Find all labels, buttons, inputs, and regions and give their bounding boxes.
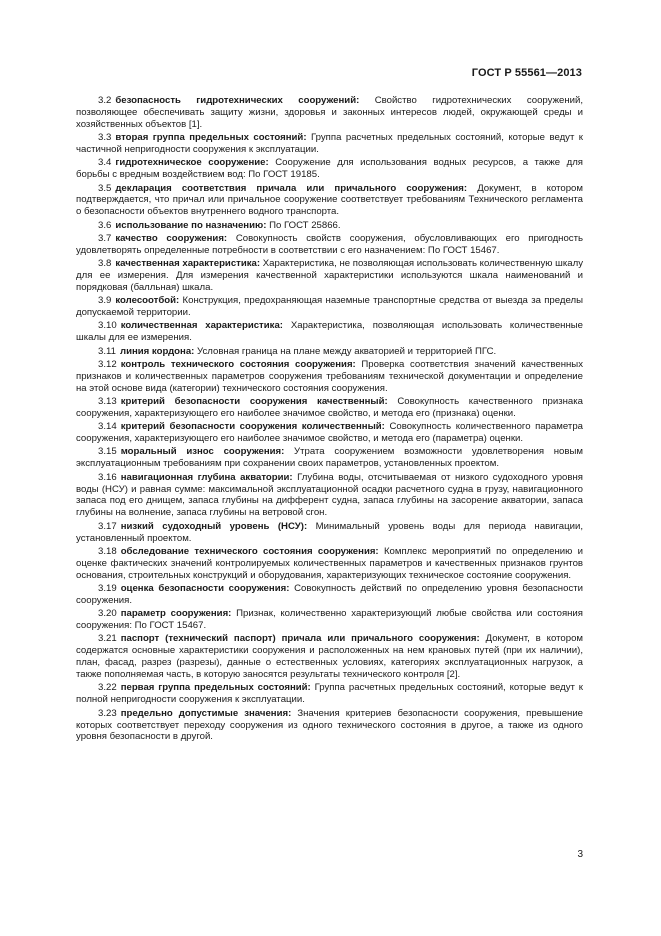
term-definition: Сооружение для использования водных ресурсов, а также для борьбы с вредным воздействием вод: По ГОСТ 19185. — [76, 157, 584, 181]
page-number: 3 — [577, 849, 583, 860]
document-body — [76, 95, 583, 745]
term-title: количественная характеристика: — [120, 320, 283, 332]
term-definition: Проверка соответствия значений качественных признаков и количественных параметров сооружения требованиям технической документации и определение на этой основе вида (категории) технического состояния сооружения. — [76, 358, 583, 394]
term-definition: По ГОСТ 25866. — [269, 219, 341, 231]
term-number: 3.14 — [98, 421, 117, 433]
term-entry — [76, 633, 583, 681]
term-definition: Документ, в котором содержатся основные характеристики сооружения и расположенных на нем крановых путей (при их наличии), план, фасад, разрез (разрезы), данные о естественных условиях, категориях эксплуатационных нагрузок, а также пополняемая часть, в которую заносятся результаты технического контроля [2]. — [76, 633, 583, 681]
term-definition: Документ, в котором подтверждается, что причал или причальное сооружение соответствует требованиям Технического регламента о безопасности объектов внутреннего водного транспорта. — [76, 182, 583, 218]
term-number: 3.4 — [98, 157, 112, 169]
term-title: вторая группа предельных состояний: — [115, 132, 307, 144]
term-entry — [76, 682, 583, 706]
term-entry — [76, 346, 583, 358]
term-number: 3.12 — [98, 358, 117, 370]
term-title: предельно допустимые значения: — [120, 707, 292, 719]
term-number: 3.19 — [98, 582, 117, 594]
term-definition: Минимальный уровень воды для периода навигации, установленный проектом. — [76, 520, 583, 544]
term-title: гидротехническое сооружение: — [115, 157, 269, 169]
term-definition: Условная граница на плане между акваторией и территорией ПГС. — [197, 345, 497, 357]
term-number: 3.11 — [98, 345, 116, 357]
term-entry — [76, 295, 583, 319]
term-number: 3.13 — [98, 396, 117, 408]
term-definition: Утрата сооружением возможности удовлетворения новым эксплуатационным требованиям при сохранении своих параметров, установленных проектом. — [76, 446, 583, 470]
term-definition: Группа расчетных предельных состояний, которые ведут к частичной непригодности сооружения к эксплуатации. — [76, 132, 584, 156]
term-definition: Глубина воды, отсчитываемая от низкого судоходного уровня воды (НСУ) и равная сумме: максимальной эксплуатационной осадки расчетного судна в грузу, навигационного запаса под его днищем, запаса глубины на дифферент судна, запаса глубины на засорение акватории, запаса глубины на волнение, запаса глубины на ветровой сгон. — [76, 471, 583, 519]
term-definition: Характеристика, не позволяющая использовать количественную шкалу для ее измерения. Для измерения качественной характеристики используются шкала наименований и порядковая (балльная) шкала. — [76, 258, 583, 293]
term-title: качественная характеристика: — [115, 258, 261, 270]
term-title: критерий безопасности сооружения количественный: — [120, 421, 385, 433]
term-entry — [76, 183, 583, 219]
term-definition: Совокупность количественного параметра сооружения, характеризующего его наиболее значимое свойство, и метода его (параметра) оценки. — [76, 421, 583, 445]
term-title: оценка безопасности сооружения: — [120, 582, 290, 594]
term-definition: Характеристика, позволяющая использовать количественные шкалы для ее измерения. — [76, 320, 584, 344]
term-entry — [76, 521, 583, 545]
term-title: колесоотбой: — [115, 295, 180, 307]
term-entry — [76, 608, 583, 632]
term-title: моральный износ сооружения: — [120, 446, 285, 458]
term-entry — [76, 446, 583, 470]
term-title: навигационная глубина акватории: — [120, 471, 293, 483]
term-entry — [76, 220, 583, 232]
term-number: 3.21 — [98, 633, 117, 645]
term-definition: Свойство гидротехнических сооружений, позволяющее обеспечивать защиту жизни, здоровья и законных интересов людей, окружающей среды и хозяйственных объектов [1]. — [76, 95, 583, 130]
term-title: контроль технического состояния сооружения: — [120, 358, 356, 370]
term-title: безопасность гидротехнических сооружений: — [115, 95, 360, 106]
term-entry — [76, 359, 583, 395]
term-number: 3.8 — [98, 258, 112, 270]
term-number: 3.15 — [98, 446, 117, 458]
term-entry — [76, 157, 583, 181]
term-entry — [76, 708, 583, 744]
term-number: 3.9 — [98, 295, 112, 307]
term-entry — [76, 95, 583, 131]
term-number: 3.20 — [98, 608, 117, 620]
term-title: декларация соответствия причала или причального сооружения: — [115, 182, 468, 194]
term-number: 3.17 — [98, 520, 117, 532]
term-definition: Конструкция, предохраняющая наземные транспортные средства от выезда за пределы допускаемой территории. — [76, 295, 583, 319]
term-number: 3.23 — [98, 707, 117, 719]
term-definition: Группа расчетных предельных состояний, которые ведут к полной непригодности сооружения к эксплуатации. — [76, 682, 583, 706]
term-definition: Совокупность действий по определению уровня безопасности сооружения. — [76, 582, 583, 606]
term-entry — [76, 320, 583, 344]
term-title: паспорт (технический паспорт) причала или причального сооружения: — [120, 633, 480, 645]
term-entry — [76, 258, 583, 294]
term-number: 3.2 — [98, 95, 112, 106]
term-entry — [76, 421, 583, 445]
term-title: параметр сооружения: — [120, 608, 232, 620]
term-number: 3.7 — [98, 232, 112, 244]
term-entry — [76, 546, 583, 582]
term-number: 3.16 — [98, 471, 117, 483]
term-title: качество сооружения: — [115, 232, 228, 244]
term-number: 3.22 — [98, 682, 117, 694]
term-number: 3.6 — [98, 219, 112, 231]
term-entry — [76, 583, 583, 607]
term-title: использование по назначению: — [115, 219, 267, 231]
term-title: низкий судоходный уровень (НСУ): — [120, 520, 308, 532]
term-title: критерий безопасности сооружения качественный: — [120, 396, 388, 408]
term-entry — [76, 132, 583, 156]
term-number: 3.5 — [98, 182, 112, 194]
term-definition: Комплекс мероприятий по определению и оценке фактических значений контролируемых количественных параметров и качественных признаков грунтов основания, строительных конструкций и оборудования, характеризующих техническое состояние сооружения. — [76, 545, 583, 581]
document-header: ГОСТ Р 55561—2013 — [471, 67, 582, 79]
term-entry — [76, 233, 583, 257]
term-definition: Признак, количественно характеризующий любые свойства или состояния сооружения: По ГОСТ 15467. — [76, 608, 583, 632]
term-number: 3.3 — [98, 132, 112, 144]
term-entry — [76, 472, 583, 520]
term-entry — [76, 396, 583, 420]
term-title: обследование технического состояния сооружения: — [120, 545, 379, 557]
term-definition: Совокупность качественного признака сооружения, характеризующего его наиболее значимое свойство, и метода его (признака) оценки. — [76, 396, 583, 419]
term-number: 3.18 — [98, 545, 117, 557]
term-definition: Значения критериев безопасности сооружения, превышение которых соответствует переходу сооружения из одного технического состояния в другое, а также из одного уровня безопасности в другой. — [76, 707, 584, 743]
term-number: 3.10 — [98, 320, 117, 332]
term-title: первая группа предельных состояний: — [120, 682, 311, 694]
term-definition: Совокупность свойств сооружения, обусловливающих его пригодность удовлетворять определенные потребности в соответствии с его назначением: По ГОСТ 15467. — [76, 232, 583, 256]
term-title: линия кордона: — [119, 345, 195, 357]
